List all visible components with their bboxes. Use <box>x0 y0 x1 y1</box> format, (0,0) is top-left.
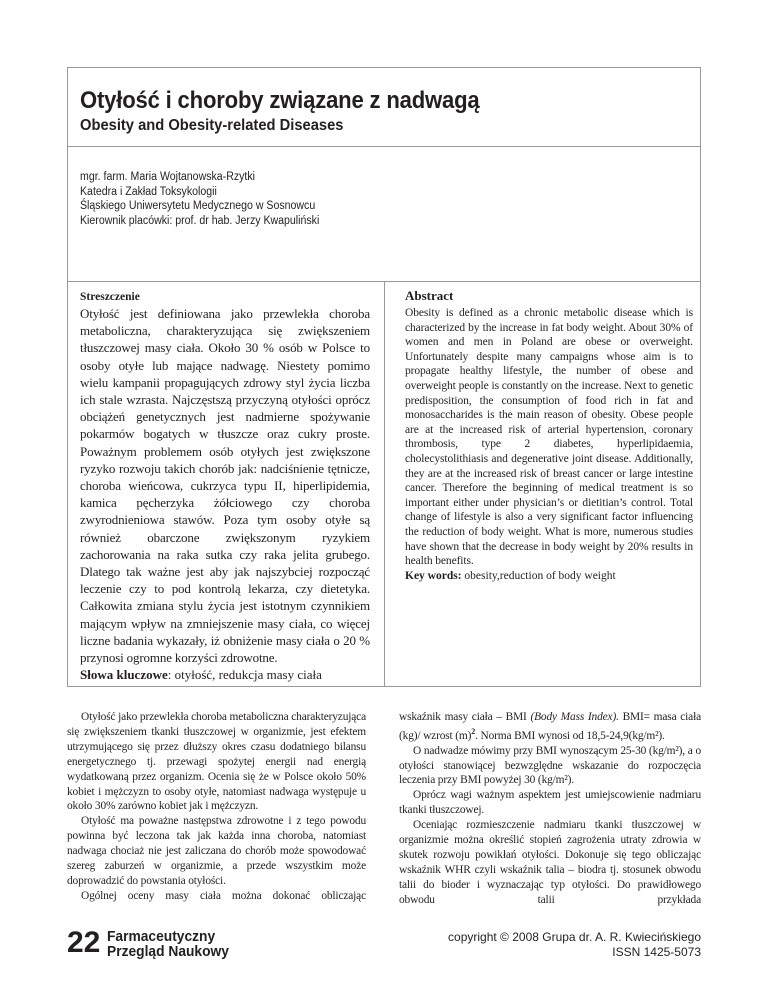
bmi-formula: BMI= masa ciała (kg)/ wzrost (m) <box>399 711 701 742</box>
title-divider <box>67 146 701 147</box>
journal-name-line2: Przegląd Naukowy <box>107 943 229 960</box>
author-name: mgr. farm. Maria Wojtanowska-Rzytki <box>80 171 256 183</box>
copyright-block <box>448 930 701 960</box>
abstract-polish <box>80 291 370 683</box>
abstract-english-heading: Abstract <box>405 288 454 303</box>
bmi-norm: . Norma BMI wynosi od 18,5-24,9(kg/m²). <box>475 729 665 742</box>
abstract-english-keywords <box>405 569 693 584</box>
copyright-text: copyright © 2008 Grupa dr. A. R. Kwiecińskiego <box>448 930 701 944</box>
journal-name-line1: Farmaceutyczny <box>107 928 216 945</box>
body-paragraph: Ogólnej oceny masy ciała można dokonać obliczając <box>81 889 366 902</box>
abstract-polish-keywords <box>80 666 370 683</box>
issn-text: ISSN 1425-5073 <box>612 945 701 959</box>
keywords-text: : otyłość, redukcja masy ciała <box>167 667 322 683</box>
abstract-column-divider <box>384 281 385 687</box>
journal-name <box>107 929 229 959</box>
author-block <box>80 170 319 228</box>
keywords-text: obesity,reduction of body weight <box>461 569 616 582</box>
abstract-english <box>405 288 693 583</box>
author-head: Kierownik placówki: prof. dr hab. Jerzy Kwapuliński <box>80 214 320 227</box>
keywords-label: Key words: <box>405 569 462 582</box>
abstract-polish-heading: Streszczenie <box>80 291 140 303</box>
article-title: Otyłość i choroby związane z nadwagą <box>80 87 480 114</box>
author-university: Śląskiego Uniwersytetu Medycznego w Sosnowcu <box>80 200 316 212</box>
abstract-polish-body: Otyłość jest definiowana jako przewlekła choroba metaboliczna, charakteryzująca się zwiększeniem tłuszczowej masy ciała. Około 30 % osób w Polsce to osoby otyłe lub mające nadwagę. Niestety pomimo wielu kampanii propagujących zdrowy styl życia liczba ich stale wzrasta. Najczęstszą przyczyną otyłości oprócz obciążeń genetycznych jest nadmierne spożywanie pokarmów bogatych w tłuszcze oraz cukry proste. Poważnym problemem osób otyłych jest zwiększone ryzyko rozwoju takich chorób jak: nadciśnienie tętnicze, choroba wieńcowa, cukrzyca typu II, hiperlipidemia, kamica pęcherzyka żółciowego czy choroba zwyrodnieniowa stawów. Poza tym osoby otyłe są również obarczone zwiększonym ryzykiem zachorowania na raka sutka czy raka jelita grubego. Dlatego tak ważne jest aby jak najszybciej rozpocząć leczenie czy to pod kontrolą lekarza, czy dietetyka. Całkowita zmiana stylu życia jest istotnym czynnikiem mającym wpływ na zmniejszenie masy ciała, co więcej liczne badania wykazały, iż obniżenie masy ciała o 20 % przynosi ogromne korzyści zdrowotne. <box>80 306 370 666</box>
body-paragraph: Otyłość jako przewlekła choroba metaboliczna charakteryzująca się zwiększeniem tkanki tłuszczowej w organizmie, jest efektem utrzymującego się przez dłuższy okres czasu dodatniego bilansu energetycznego tj. przewagi spożytej energii nad energią wydatkowaną przez organizm. Ocenia się że w Polsce około 50% kobiet i mężczyzn to osoby otyłe, natomiast nadwaga występuje u około 30% zarówno kobiet jak i mężczyzn. <box>67 711 366 813</box>
body-paragraph: Oprócz wagi ważnym aspektem jest umiejscowienie nadmiaru tkanki tłuszczowej. <box>399 789 701 817</box>
abstract-english-body: Obesity is defined as a chronic metabolic disease which is characterized by the increase in fat body weight. About 30% of women and men in Poland are obese or overweight. Unfortunately despite many campaigns whose aim is to propagate healthy lifestyle, the number of obese and overweight people is constantly on the increase. Next to genetic predisposition, the consumption of food rich in fat and monosaccharides is the main reason of obesity. Obese people are at the increased risk of arterial hypertension, coronary thrombosis, type 2 diabetes, hyperlipidaemia, cholecystolithiasis and degenerative joint disease. Additionally, they are at the increased risk of breast cancer or large intestine cancer. Therefore the beginning of medical treatment is so important either under physician’s or dietitian’s control. Total change of lifestyle is also a very significant factor influencing the reduction of body weight. What is more, numerous studies have shown that the decrease in body weight by 20% results in health benefits. <box>405 307 693 568</box>
bmi-text: wskaźnik masy ciała – BMI <box>399 711 531 723</box>
body-column-right <box>399 710 701 908</box>
body-column-left <box>67 710 366 904</box>
page-number: 22 <box>67 926 101 959</box>
article-subtitle: Obesity and Obesity-related Diseases <box>80 117 344 134</box>
bmi-exponent: 2 <box>471 726 476 736</box>
author-department: Katedra i Zakład Toksykologii <box>80 185 217 198</box>
body-paragraph: Oceniając rozmieszczenie nadmiaru tkanki tłuszczowej w organizmie można określić stopień zagrożenia utraty zdrowia w skutek rozwoju powikłań otyłości. Dokonuje się tego obliczając wskaźnik WHR czyli wskaźnik talia – biodra tj. stosunek obwodu talii do bioder i wyznaczając typ otyłości. Do prawidłowego obwodu talii przykłada <box>399 819 701 906</box>
body-paragraph <box>399 710 701 744</box>
keywords-label: Słowa kluczowe <box>80 667 168 683</box>
body-paragraph: Otyłość ma poważne następstwa zdrowotne i z tego powodu powinna być leczona tak jak każda inna choroba, natomiast nadwaga chociaż nie jest zaliczana do chorób może spowodować szereg zaburzeń w organizmie, a przede wszystkim może doprowadzić do powstania otyłości. <box>67 815 366 887</box>
bmi-term: (Body Mass Index). <box>530 711 619 723</box>
body-paragraph: O nadwadze mówimy przy BMI wynoszącym 25-30 (kg/m²), a o otyłości stanowiącej bezwzględne wskazanie do rozpoczęcia leczenia przy BMI powyżej 30 (kg/m²). <box>399 744 701 787</box>
